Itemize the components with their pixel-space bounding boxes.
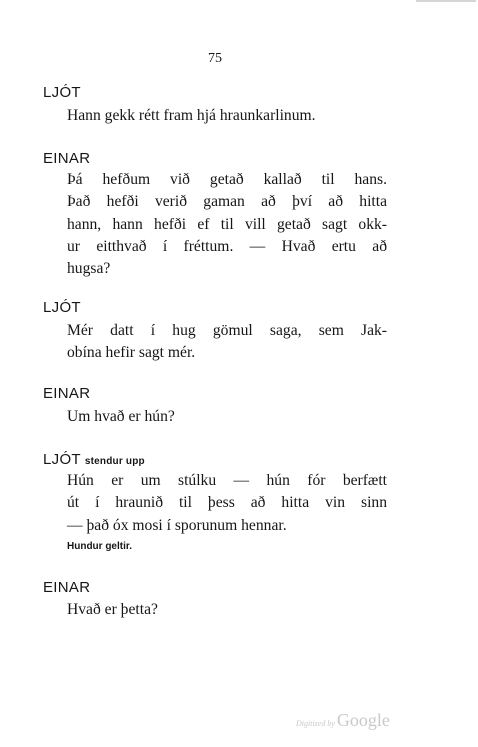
digitized-watermark	[296, 710, 390, 731]
speech-line: út í hraunið til þess að hitta vin sinn	[67, 494, 387, 512]
speech-line: Hann gekk rétt fram hjá hraunkarlinum.	[67, 107, 316, 124]
speaker-name: EINAR	[43, 579, 91, 596]
speech-block	[67, 105, 387, 127]
stage-direction: Hundur geltir.	[67, 541, 132, 552]
stage-direction-inline: stendur upp	[84, 456, 145, 467]
speech-block	[67, 470, 387, 537]
speaker-name: LJÓT	[43, 451, 81, 468]
speech-line: hann, hann hefði ef til vill getað sagt okk-	[67, 215, 387, 233]
speaker-name: EINAR	[43, 150, 91, 167]
speech-line: — það óx mosi í sporunum hennar.	[67, 516, 287, 534]
speaker-name: EINAR	[43, 385, 91, 402]
speech-line: Mér datt í hug gömul saga, sem Jak-	[67, 322, 387, 339]
speech-block	[67, 320, 387, 365]
speech-line: Það hefði verið gaman að því að hitta	[67, 193, 387, 211]
speaker-name: LJÓT	[43, 299, 81, 316]
speech-block	[67, 406, 387, 428]
speech-block	[67, 169, 387, 280]
speaker-einar	[43, 385, 90, 403]
google-logo: Google	[336, 710, 390, 730]
speech-line: hugsa?	[67, 260, 111, 278]
speech-line: Þá hefðum við getað kallað til hans.	[67, 171, 387, 188]
speaker-einar	[43, 150, 90, 168]
speaker-ljot	[43, 451, 145, 471]
speech-line: Um hvað er hún?	[67, 408, 175, 425]
speech-line: Hvað er þetta?	[67, 601, 158, 618]
speech-line: Hún er um stúlku — hún fór berfætt	[67, 472, 387, 489]
speech-line: ur eitthvað í fréttum. — Hvað ertu að	[67, 237, 387, 255]
speaker-name: LJÓT	[43, 84, 81, 101]
speech-line: obína hefir sagt mér.	[67, 344, 196, 362]
speaker-einar	[43, 579, 90, 597]
speech-block	[67, 599, 387, 621]
speaker-ljot	[43, 299, 81, 317]
speaker-ljot	[43, 84, 81, 102]
page-number: 75	[208, 51, 222, 66]
scan-edge-mark	[416, 0, 476, 2]
watermark-prefix: Digitized by	[296, 719, 335, 728]
